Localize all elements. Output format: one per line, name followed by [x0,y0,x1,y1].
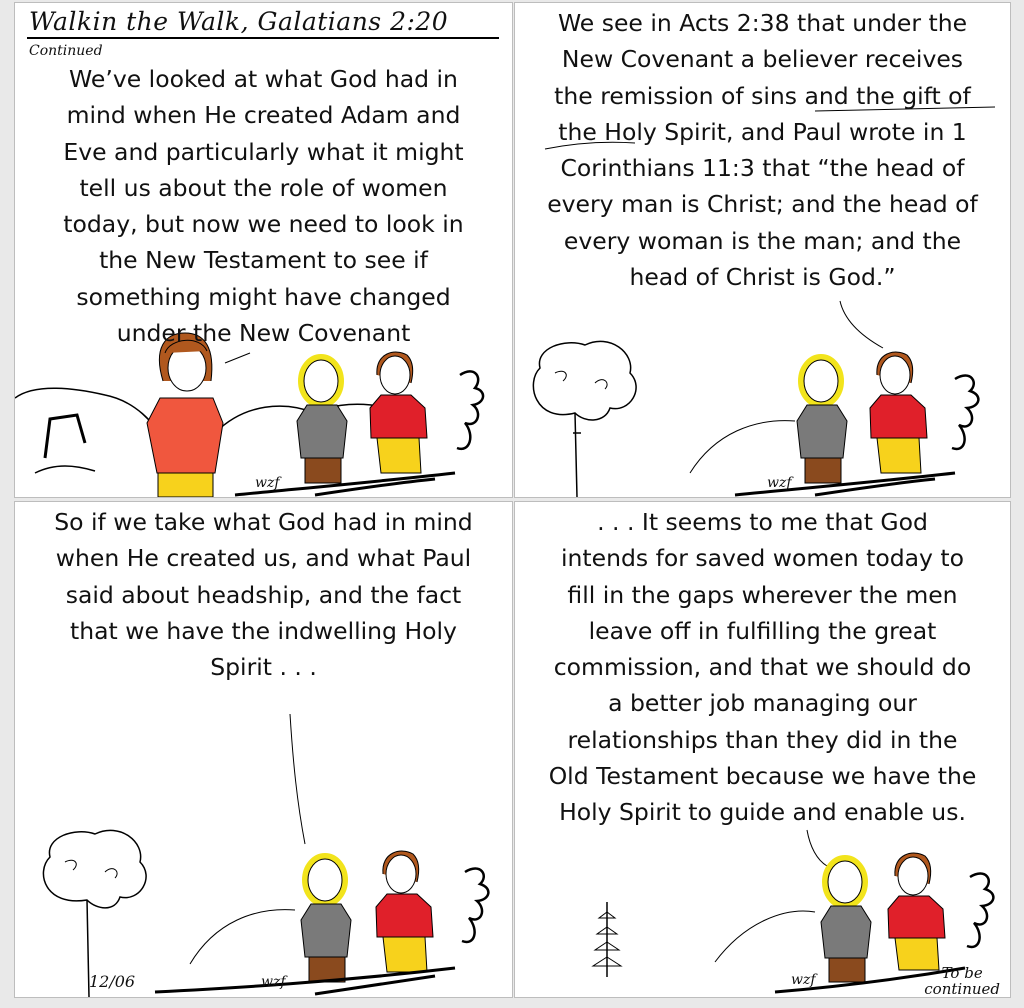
caption-line: that we have the indwelling Holy [70,616,457,645]
caption-line: when He created us, and what Paul [55,544,472,573]
caption-line: head of Christ is God.” [629,263,896,292]
panel-3-caption [21,504,506,685]
caption-line: every woman is the man; and the [563,226,962,255]
caption-line: something might have changed [76,282,451,311]
caption-line: . . . It seems to me that God [597,508,928,536]
panel-1-caption [25,61,502,351]
caption-line: We see in Acts 2:38 that under the [557,9,968,37]
caption-line: intends for saved women today to [561,544,964,573]
caption-line: said about headship, and the fact [65,580,462,609]
comic-title: Walkin the Walk, Galatians 2:20 [29,7,449,36]
comic-panel-4 [514,501,1011,998]
comic-subtitle: Continued [29,43,103,59]
to-be-continued-line: To be [941,964,983,982]
caption-line: the New Testament to see if [99,246,428,275]
caption-line: the Holy Spirit, and Paul wrote in 1 [558,117,967,146]
caption-line: a better job managing our [608,689,917,718]
to-be-continued-line: continued [924,980,1000,998]
caption-line: commission, and that we should do [553,653,972,682]
caption-line: fill in the gaps wherever the men [567,580,958,609]
caption-line: mind when He created Adam and [66,101,461,130]
caption-line: Corinthians 11:3 that “the head of [560,154,965,183]
artist-signature: wzf [261,974,286,990]
artist-signature: wzf [791,972,816,988]
caption-line: New Covenant a believer receives [561,45,964,74]
caption-line: every man is Christ; and the head of [547,190,978,219]
caption-line: tell us about the role of women [79,173,448,202]
comic-panel-1 [14,2,513,498]
to-be-continued-note [924,965,1000,997]
comic-panel-2 [514,2,1011,498]
caption-line: relationships than they did in the [567,725,958,754]
caption-line: today, but now we need to look in [63,210,464,239]
caption-line: Eve and particularly what it might [63,137,464,166]
panel-4-caption [521,504,1004,831]
caption-line: under the New Covenant [116,319,411,348]
panel-2-caption [521,5,1004,295]
artist-signature: wzf [255,475,280,491]
comic-date: 12/06 [89,972,136,991]
caption-line: Spirit . . . [210,653,317,682]
caption-line: Holy Spirit to guide and enable us. [559,798,966,827]
caption-line: We’ve looked at what God had in [69,65,458,93]
caption-line: So if we take what God had in mind [54,508,473,536]
caption-line: leave off in fulfilling the great [588,616,937,645]
caption-line: Old Testament because we have the [548,762,977,791]
caption-line: the remission of sins and the gift of [554,81,971,110]
comic-panel-3 [14,501,513,998]
artist-signature: wzf [767,475,792,491]
